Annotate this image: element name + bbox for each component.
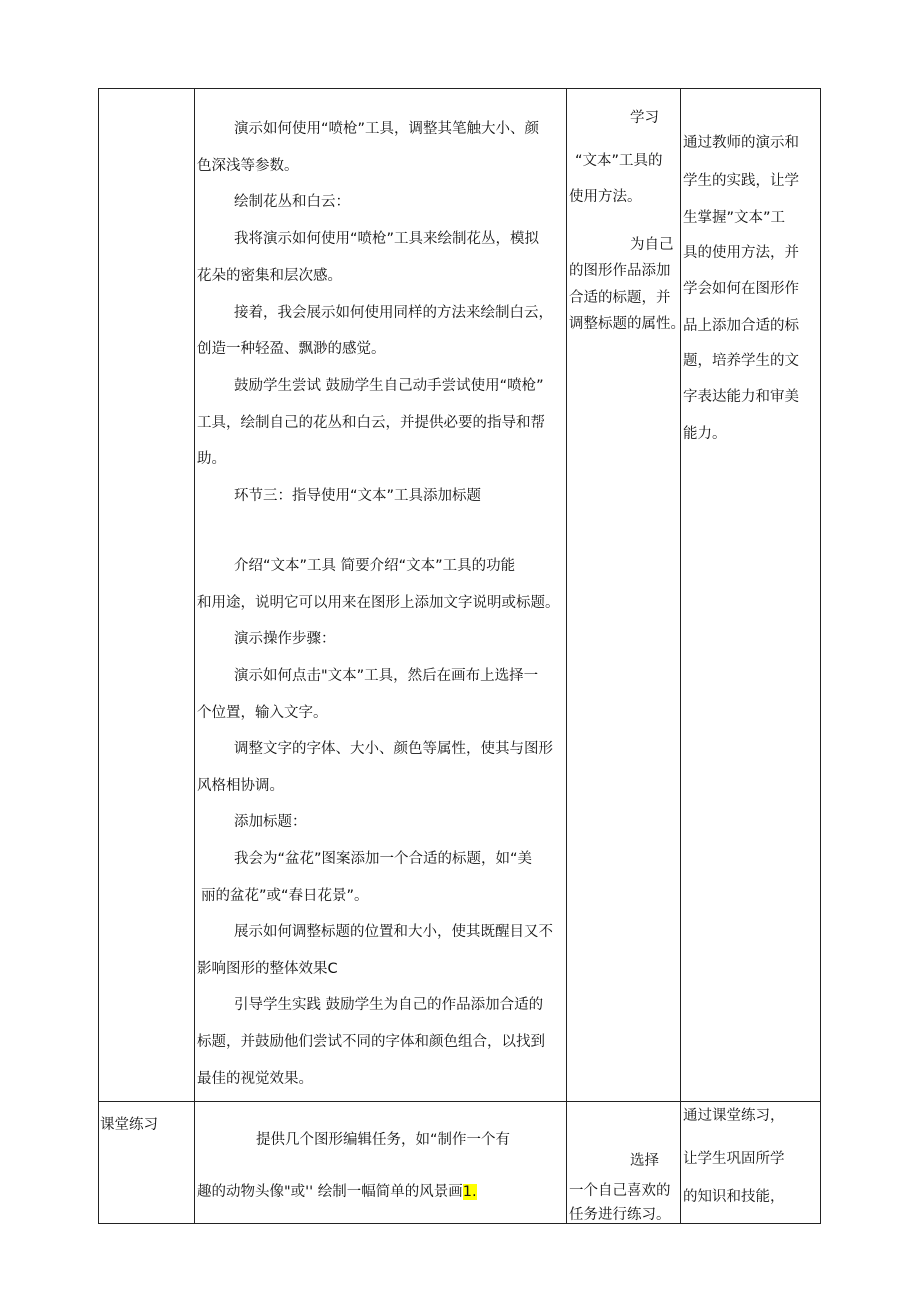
table-border-right	[820, 88, 821, 1224]
purpose-line: 具的使用方法，并	[683, 245, 799, 261]
purpose-line: 题，培养学生的文	[683, 353, 799, 369]
purpose-line: 能力。	[683, 426, 727, 442]
main-line: 风格相协调。	[197, 778, 284, 794]
practice-purpose-line: 让学生巩固所学	[683, 1151, 785, 1167]
row-divider	[98, 1101, 821, 1102]
purpose-line: 学会如何在图形作	[683, 281, 799, 297]
practice-student-line: 任务进行练习。	[569, 1207, 671, 1223]
main-line: 调整文字的字体、大小、颜色等属性，使其与图形	[234, 741, 553, 757]
table-border-left	[98, 88, 99, 1224]
main-line: 花朵的密集和层次感。	[197, 268, 342, 284]
main-line: 环节三：指导使用“文本”工具添加标题	[234, 488, 482, 504]
practice-main-line: 提供几个图形编辑任务，如“制作一个有	[256, 1132, 511, 1148]
practice-main-line	[197, 1183, 477, 1201]
main-line: 演示操作步骤：	[234, 631, 336, 647]
main-line: 助。	[197, 451, 226, 467]
practice-purpose-line: 通过课堂练习，	[683, 1108, 785, 1124]
practice-student-line: 选择	[630, 1153, 659, 1169]
practice-label: 课堂练习	[100, 1117, 158, 1133]
student-line: 使用方法。	[569, 189, 642, 205]
main-line: 接着，我会展示如何使用同样的方法来绘制白云，	[234, 305, 553, 321]
main-line: 绘制花丛和白云：	[234, 194, 350, 210]
main-line: 影响图形的整体效果C	[197, 961, 338, 977]
practice-student-line: 一个自己喜欢的	[569, 1183, 671, 1199]
purpose-line: 字表达能力和审美	[683, 389, 799, 405]
highlight-mark: 1.	[462, 1184, 477, 1200]
student-line: 合适的标题，并	[569, 290, 671, 306]
table-border-top	[98, 88, 821, 89]
main-line: 标题，并鼓励他们尝试不同的字体和颜色组合，以找到	[197, 1034, 545, 1050]
main-line: 演示如何点击"文本”工具，然后在画布上选择一	[234, 668, 539, 684]
student-line: 的图形作品添加	[569, 263, 671, 279]
main-line: 个位置，输入文字。	[197, 705, 328, 721]
main-line: 介绍“文本”工具 简要介绍“文本”工具的功能	[234, 558, 516, 574]
main-line: 添加标题：	[234, 814, 307, 830]
main-line: 我会为“盆花”图案添加一个合适的标题，如“美	[234, 851, 533, 867]
student-line: 调整标题的属性。	[569, 316, 685, 332]
purpose-line: 生掌握”文本”工	[683, 210, 786, 226]
student-line: 为自己	[630, 237, 674, 253]
main-line: 我将演示如何使用“喷枪”工具来绘制花丛，模拟	[234, 231, 540, 247]
table-divider-3	[680, 88, 681, 1224]
practice-main-text: 趣的动物头像"或'' 绘制一幅简单的风景画	[197, 1184, 463, 1200]
main-line: 工具，绘制自己的花丛和白云，并提供必要的指导和帮	[197, 415, 545, 431]
main-line: 色深浅等参数。	[197, 158, 299, 174]
main-line: 创造一种轻盈、飘渺的感觉。	[197, 341, 386, 357]
table-border-bottom	[98, 1223, 821, 1224]
practice-purpose-line: 的知识和技能，	[683, 1189, 785, 1205]
main-line: 丽的盆花”或“春日花景”。	[201, 888, 369, 904]
main-line: 引导学生实践 鼓励学生为自己的作品添加合适的	[234, 997, 544, 1013]
main-line: 最佳的视觉效果。	[197, 1071, 313, 1087]
main-line: 演示如何使用“喷枪”工具，调整其笔触大小、颜	[234, 121, 540, 137]
table-divider-2	[566, 88, 567, 1224]
main-line: 展示如何调整标题的位置和大小，使其既醒目又不	[234, 924, 553, 940]
main-line: 鼓励学生尝试 鼓励学生自己动手尝试使用“喷枪”	[234, 378, 544, 394]
main-line: 和用途，说明它可以用来在图形上添加文字说明或标题。	[197, 595, 560, 611]
student-line: 学习	[630, 110, 659, 126]
table-divider-1	[194, 88, 195, 1224]
purpose-line: 品上添加合适的标	[683, 318, 799, 334]
student-line: “文本”工具的	[575, 153, 663, 169]
purpose-line: 通过教师的演示和	[683, 135, 799, 151]
purpose-line: 学生的实践，让学	[683, 173, 799, 189]
